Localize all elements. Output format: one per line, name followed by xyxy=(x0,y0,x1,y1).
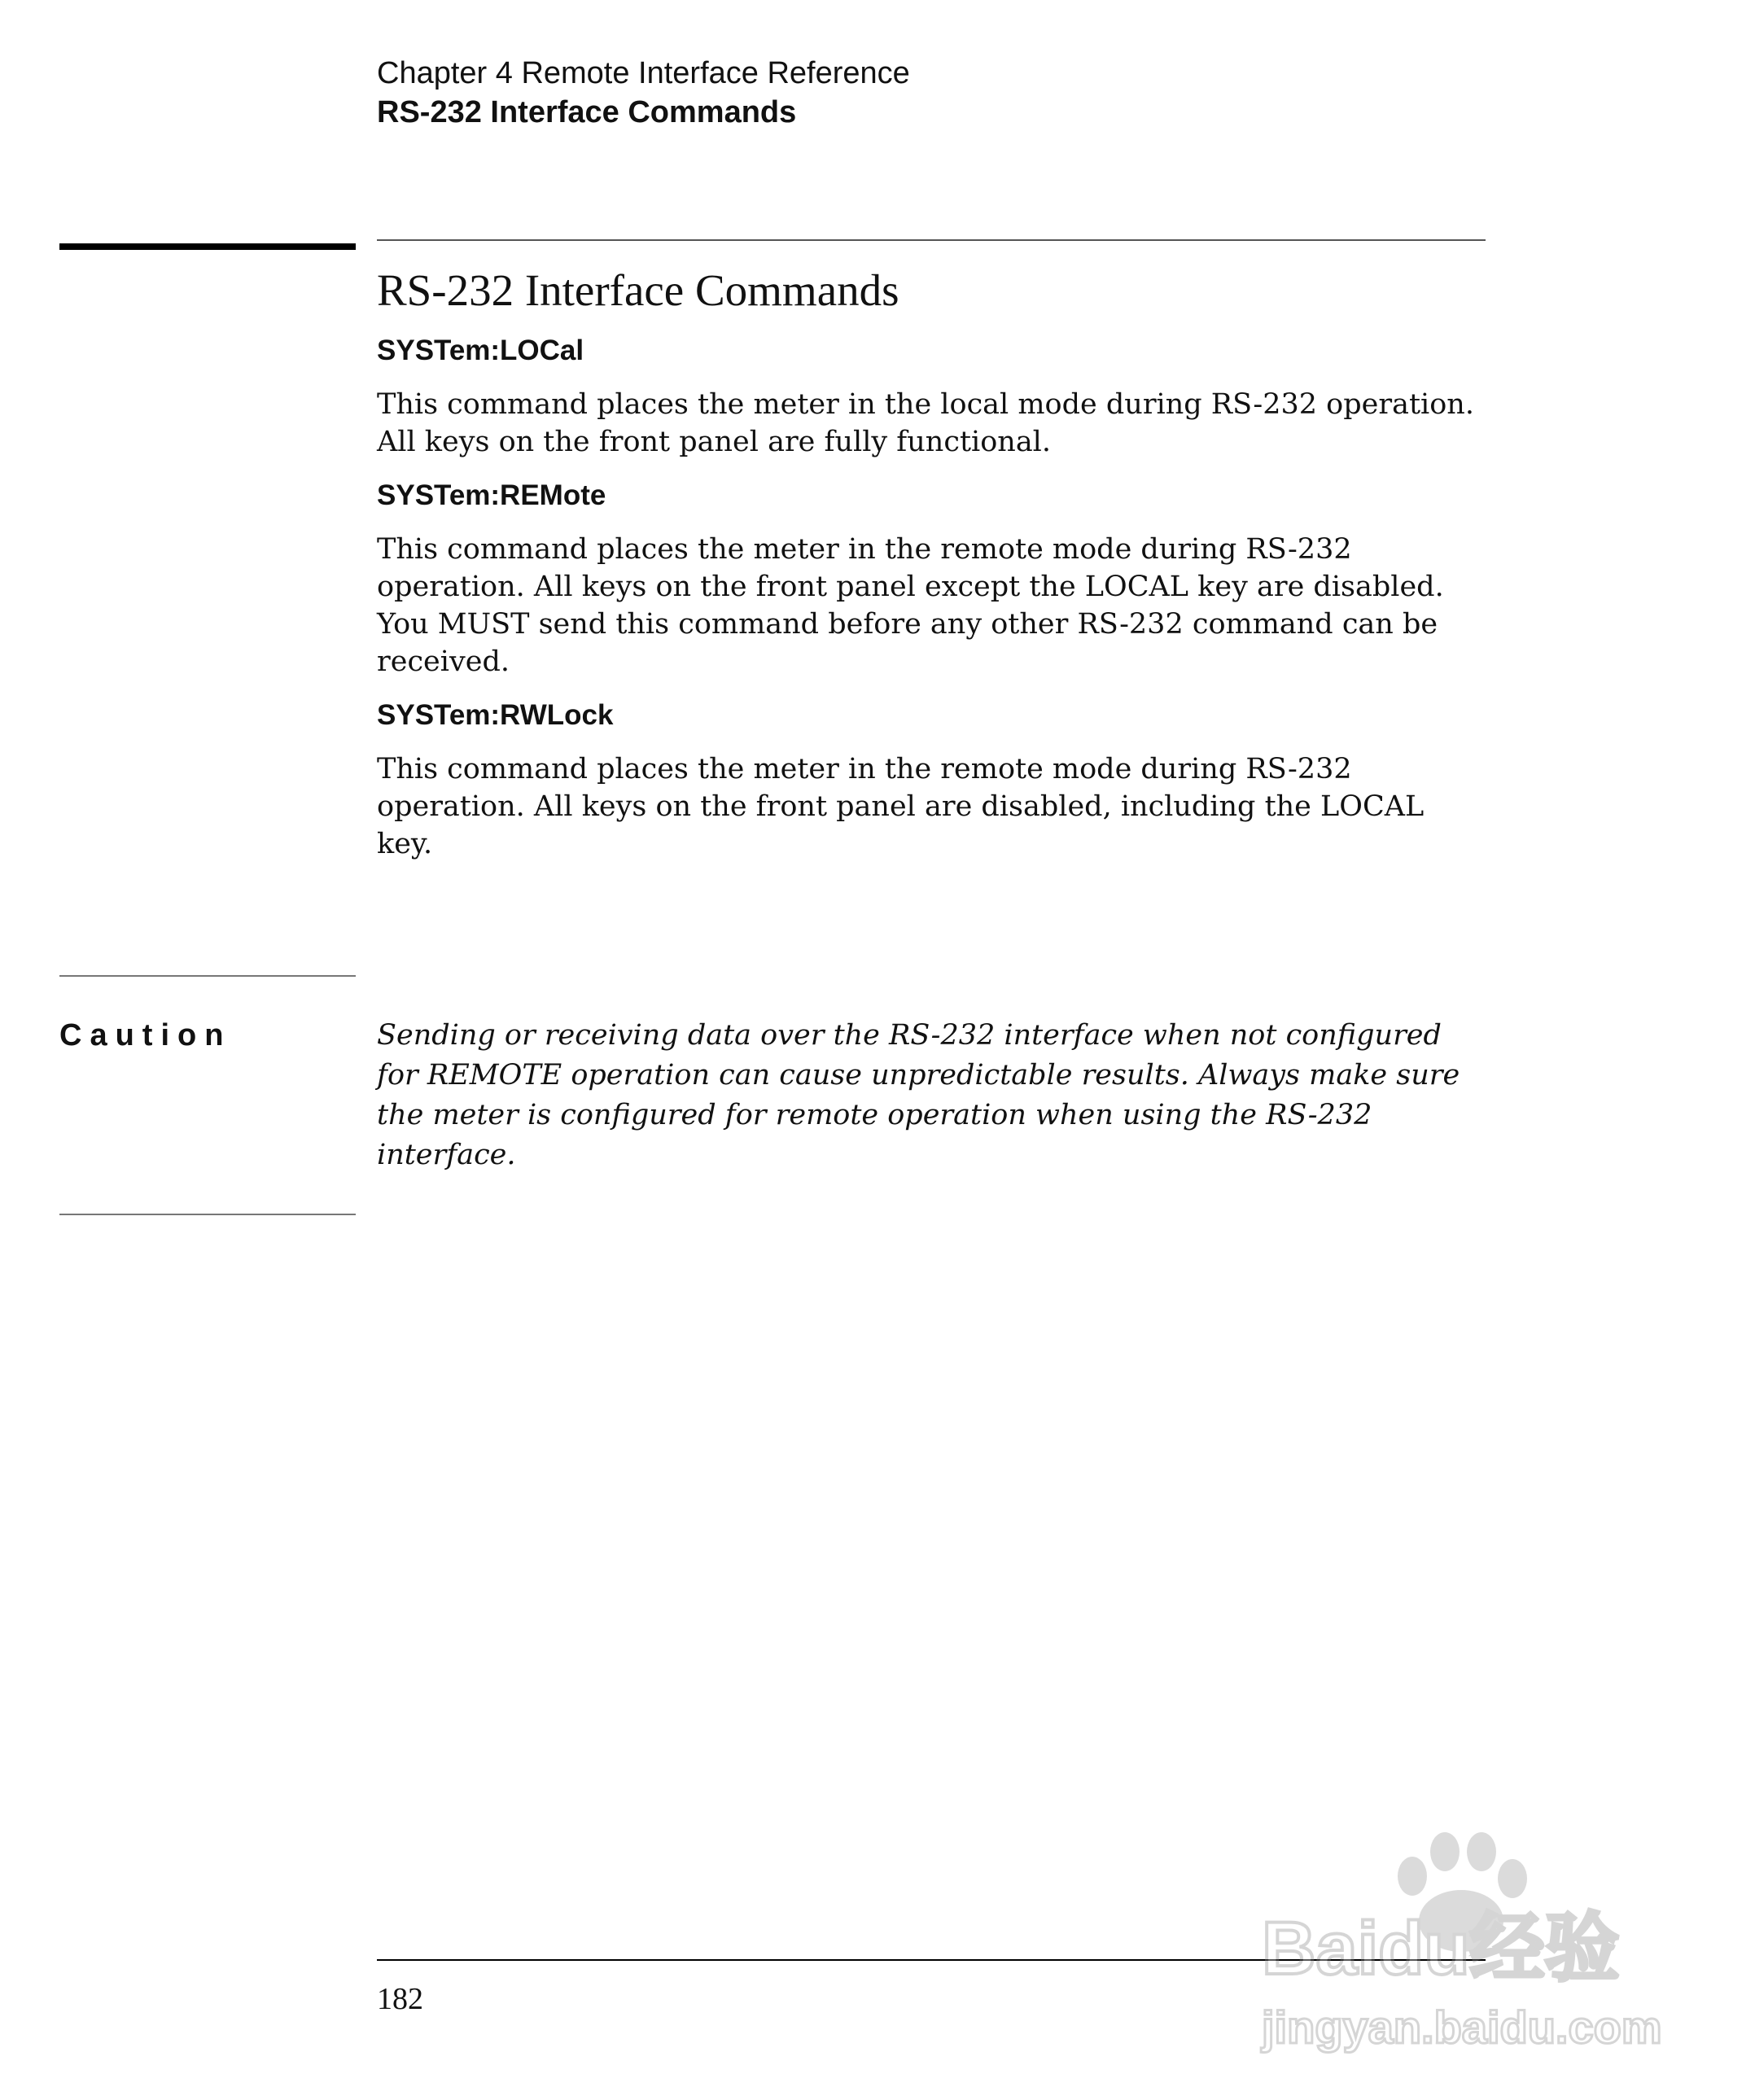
svg-text:jingyan.baidu.com: jingyan.baidu.com xyxy=(1262,2002,1662,2053)
main-content xyxy=(377,262,1486,879)
chapter-heading: Chapter 4 Remote Interface Reference xyxy=(377,56,910,90)
caution-text: Sending or receiving data over the RS-232 interface when not configured for REMOTE operation can cause unpredictable results. Always make sure the meter is configured for remote operation when using the RS-232 interface. xyxy=(377,1019,1460,1171)
baidu-watermark xyxy=(1254,1815,1677,2059)
command-heading-local: SYSTem:LOCal xyxy=(377,335,584,366)
page-number: 182 xyxy=(377,1982,423,2016)
command-heading-remote: SYSTem:REMote xyxy=(377,479,606,511)
command-description-rwlock: This command places the meter in the remote mode during RS-232 operation. All keys on the front panel are disabled, including the LOCAL key. xyxy=(377,753,1425,860)
section-divider-thin xyxy=(377,239,1486,241)
page-title: RS-232 Interface Commands xyxy=(377,265,899,315)
caution-label: Caution xyxy=(59,1018,232,1052)
command-description-local: This command places the meter in the local mode during RS-232 operation. All keys on the front panel are fully functional. xyxy=(377,388,1474,458)
caution-top-divider xyxy=(59,975,356,977)
command-description-remote: This command places the meter in the remote mode during RS-232 operation. All keys on the front panel except the LOCAL key are disabled. You MUST send this command before any other RS-232 command can be received. xyxy=(377,533,1444,678)
caution-bottom-divider xyxy=(59,1214,356,1215)
section-divider-thick xyxy=(59,243,356,250)
command-heading-rwlock: SYSTem:RWLock xyxy=(377,699,614,731)
section-heading: RS-232 Interface Commands xyxy=(377,95,797,129)
svg-text:Baidu经验: Baidu经验 xyxy=(1262,1907,1620,1990)
